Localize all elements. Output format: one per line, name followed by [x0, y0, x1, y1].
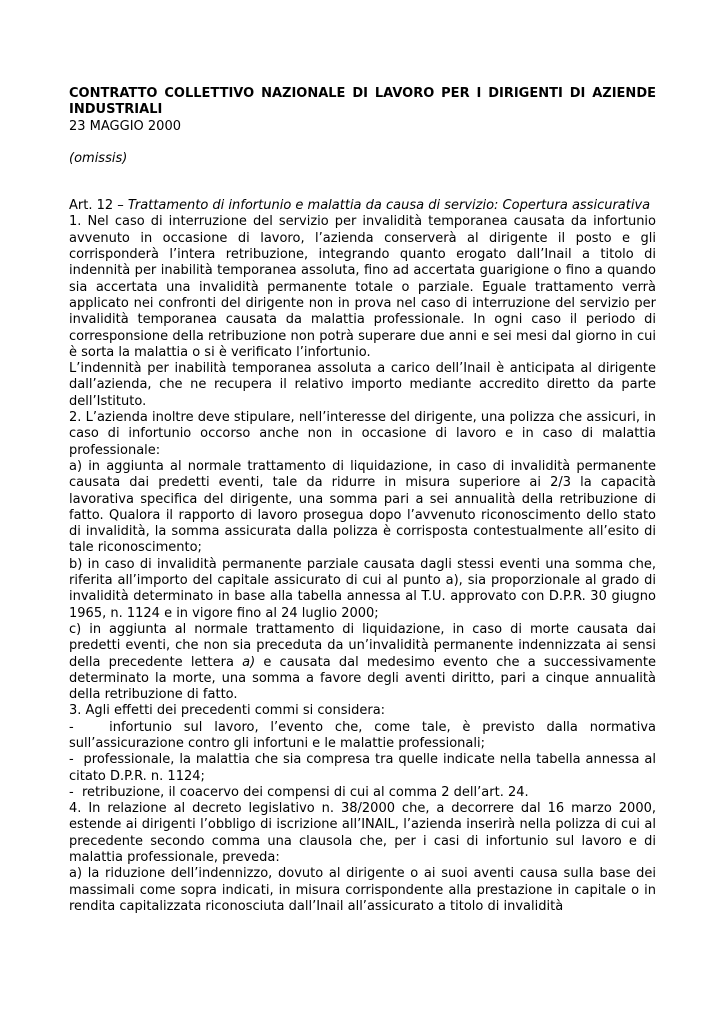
document-date: 23 MAGGIO 2000 — [69, 118, 181, 134]
paragraph-1: 1. Nel caso di interruzione del servizio per invalidità temporanea causata da infortunio avvenuto in occasione di lavoro, l’azienda conserverà al dirigente il posto e gli corrisponderà l’intera retribuzione, integrando quanto erogato dall’Inail a titolo di indennità per inabilità temporanea assoluta, fino ad accertata guarigione o fino a quando sia accertata una invalidità permanente totale o parziale. Eguale trattamento verrà applicato nei confronti del dirigente non in prova nel caso di interruzione del servizio per invalidità temporanea causata da malattia professionale. In ogni caso il periodo di corresponsione della retribuzione non potrà superare due anni e sei mesi dal giorno in cui è sorta la malattia o si è verificato l’infortunio. — [69, 214, 656, 360]
paragraph-6-after: e causata dal medesimo evento che a successivamente determinato la morte, una somma a favore degli aventi diritto, pari a cinque annualità della retribuzione di fatto. — [69, 654, 656, 703]
article-number: Art. 12 – — [69, 198, 124, 214]
omissis-marker: (omissis) — [69, 150, 128, 166]
paragraph-6 — [69, 622, 656, 703]
paragraph-3: 2. L’azienda inoltre deve stipulare, nell’interesse del dirigente, una polizza che assicuri, in caso di infortunio occorso anche non in occasione di lavoro e in caso di malattia professionale: — [69, 410, 656, 458]
paragraph-10: - retribuzione, il coacervo dei compensi di cui al comma 2 dell’art. 24. — [69, 784, 529, 800]
paragraph-8: - infortunio sul lavoro, l’evento che, come tale, è previsto dalla normativa sull’assicurazione contro gli infortuni e le malattie professionali; — [69, 719, 661, 751]
paragraph-6-emph: a) — [242, 654, 256, 670]
paragraph-11: 4. In relazione al decreto legislativo n. 38/2000 che, a decorrere dal 16 marzo 2000, estende ai dirigenti l’obbligo di iscrizione all’INAIL, l’azienda inserirà nella polizza di cui al precedente secondo comma una clausola che, per i casi di infortunio sul lavoro e di malattia professionale, preveda: — [69, 801, 656, 866]
paragraph-2: L’indennità per inabilità temporanea assoluta a carico dell’Inail è anticipata al dirigente dall’azienda, che ne recupera il relativo importo mediante accredito diretto da parte dell’Istituto. — [69, 361, 656, 409]
paragraph-5: b) in caso di invalidità permanente parziale causata dagli stessi eventi una somma che, riferita all’importo del capitale assicurato di cui al punto a), sia proporzionale al grado di invalidità determinato in base alla tabella annessa al T.U. approvato con D.P.R. 30 giugno 1965, n. 1124 e in vigore fino al 24 luglio 2000; — [69, 556, 656, 621]
paragraph-6-before: c) in aggiunta al normale trattamento di liquidazione, in caso di morte causata dai predetti eventi, che non sia preceduta da un’invalidità permanente indennizzata ai sensi della precedente lettera — [69, 621, 656, 670]
article-heading — [69, 198, 656, 214]
article-title: Trattamento di infortunio e malattia da causa di servizio: Copertura assicurativa — [127, 198, 651, 214]
document-title: CONTRATTO COLLETTIVO NAZIONALE DI LAVORO PER I DIRIGENTI DI AZIENDE INDUSTRIALI — [69, 86, 656, 118]
paragraph-12: a) la riduzione dell’indennizzo, dovuto al dirigente o ai suoi aventi causa sulla base dei massimali come sopra indicati, in misura corrispondente alla prestazione in capitale o in rendita capitalizzata riconosciuta dall’Inail all’assicurato a titolo di invalidità — [69, 866, 656, 914]
paragraph-4: a) in aggiunta al normale trattamento di liquidazione, in caso di invalidità permanente causata dai predetti eventi, tale da ridurre in misura superiore ai 2/3 la capacità lavorativa specifica del dirigente, una somma pari a sei annualità della retribuzione di fatto. Qualora il rapporto di lavoro prosegua dopo l’avvenuto riconoscimento dello stato di invalidità, la somma assicurata dalla polizza è corrisposta contestualmente all’esito di tale riconoscimento; — [69, 458, 656, 556]
paragraph-9: - professionale, la malattia che sia compresa tra quelle indicate nella tabella annessa al citato D.P.R. n. 1124; — [69, 752, 661, 784]
document-page — [69, 86, 661, 915]
paragraph-7: 3. Agli effetti dei precedenti commi si considera: — [69, 703, 386, 719]
